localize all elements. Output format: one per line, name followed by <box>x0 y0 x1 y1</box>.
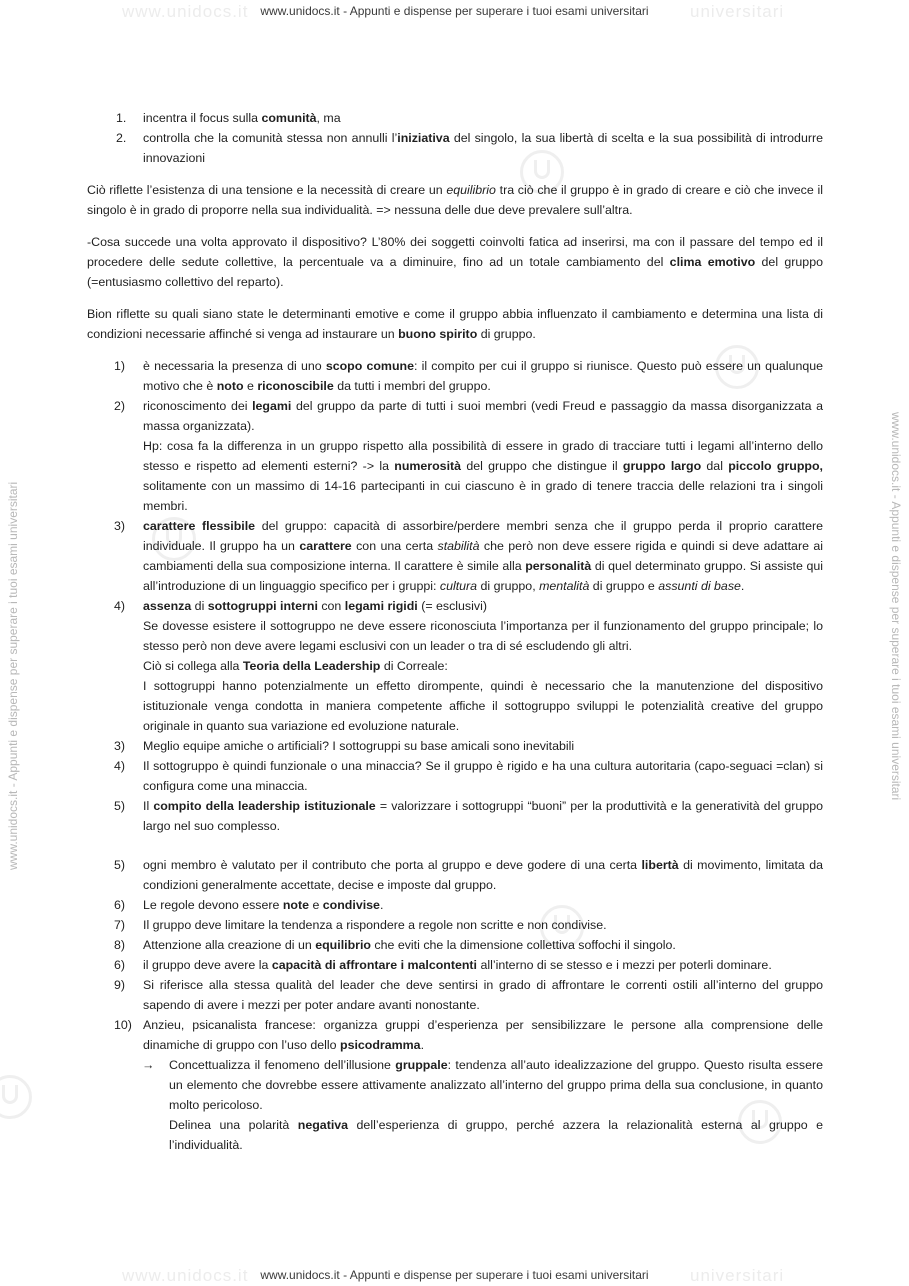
paragraph: Bion riflette su quali siano state le determinanti emotive e come il gruppo abbia influenzato il cambiamento e determina una lista di condizioni necessarie affinché si venga ad instaurare un buono spirito di gruppo. <box>87 307 823 341</box>
arrow-list-item-continuation: Delinea una polarità negativa dell’esperienza di gruppo, perché azzera la relazionalità esterna al gruppo e l’individualità. <box>169 1118 823 1152</box>
paragraph: -Cosa succede una volta approvato il dispositivo? L’80% dei soggetti coinvolti fatica ad inserirsi, ma con il passare del tempo ed il procedere delle sedute collettive, la percentuale va a diminuire, fino ad un totale cambiamento del clima emotivo del gruppo (=entusiasmo collettivo del reparto). <box>87 235 823 289</box>
list-item-continuation: Ciò si collega alla Teoria della Leadership di Correale: <box>143 659 448 673</box>
footer-ghost-watermark-right: universitari <box>690 1266 785 1285</box>
paragraph: Ciò riflette l’esistenza di una tensione e la necessità di creare un equilibrio tra ciò che il gruppo è in grado di creare e ciò che invece il singolo è in grado di proporre nella sua individualità. => nessuna delle due deve prevalere sull’altra. <box>87 183 823 217</box>
list-item: 7) Il gruppo deve limitare la tendenza a rispondere a regole non scritte e non condivise. <box>114 918 607 932</box>
conditions-list <box>87 356 823 1155</box>
list-item-continuation: Se dovesse esistere il sottogruppo ne deve essere riconosciuta l’importanza per il funzionamento del gruppo principale; lo stesso però non deve avere legami esclusivi con un leader o tra di sé escludendo gli altri. <box>143 619 823 653</box>
arrow-right-icon: → <box>142 1058 155 1072</box>
list-item: 2) riconoscimento dei legami del gruppo da parte di tutti i suoi membri (vedi Freud e passaggio da massa disorganizzata a massa organizzata). <box>114 399 823 433</box>
footer-ghost-watermark: www.unidocs.it <box>122 1266 249 1285</box>
spacer <box>87 836 823 855</box>
list-item: 6) il gruppo deve avere la capacità di affrontare i malcontenti all’interno di se stesso e i mezzi per poterli dominare. <box>114 958 772 972</box>
list-item: 5) ogni membro è valutato per il contributo che porta al gruppo e deve godere di una certa libertà di movimento, limitata da condizioni generalmente accettate, decise e imposte dal gruppo. <box>114 858 823 892</box>
list-item: 1. incentra il focus sulla comunità, ma <box>116 111 341 125</box>
list-item: 9) Si riferisce alla stessa qualità del leader che deve sentirsi in grado di affrontare le correnti ostili all’interno del gruppo sapendo di avere i mezzi per poter andare avanti nonostante. <box>114 978 823 1012</box>
watermark-logo-icon <box>0 1075 32 1119</box>
list-item: 3) Meglio equipe amiche o artificiali? I sottogruppi su base amicali sono inevitabili <box>114 739 575 753</box>
list-item: 10) Anzieu, psicanalista francese: organizza gruppi d’esperienza per sensibilizzare le persone alla comprensione delle dinamiche di gruppo con l’uso dello psicodramma. <box>114 1018 823 1052</box>
side-watermark-right: www.unidocs.it - Appunti e dispense per superare i tuoi esami universitari <box>889 412 903 801</box>
list-item: 4) assenza di sottogruppi interni con legami rigidi (= esclusivi) <box>114 599 487 613</box>
list-item-continuation: I sottogruppi hanno potenzialmente un effetto dirompente, quindi è necessario che la manutenzione del dispositivo istituzionale venga condotta in maniera competente affiche il sottogruppo sviluppi le potenzialità creative del gruppo originale in quanto sua variazione ed evoluzione naturale. <box>143 679 823 733</box>
header-ghost-watermark: www.unidocs.it <box>122 2 249 21</box>
list-item: 3) carattere flessibile del gruppo: capacità di assorbire/perdere membri senza che il gruppo perda il proprio carattere individuale. Il gruppo ha un carattere con una certa stabilità che però non deve essere rigida e quindi si deve adattare ai cambiamenti della sua composizione interna. Il carattere è simile alla personalità di quel determinato gruppo. Si assiste qui all’introduzione di un linguaggio specifico per i gruppi: cultura di gruppo, mentalità di gruppo e assunti di base. <box>114 519 824 593</box>
list-item: 4) Il sottogruppo è quindi funzionale o una minaccia? Se il gruppo è rigido e ha una cultura autoritaria (capo-seguaci =clan) si configura come una minaccia. <box>114 759 823 793</box>
header-ghost-watermark-right: universitari <box>690 2 785 21</box>
arrow-list-item: → Concettualizza il fenomeno dell’illusione gruppale: tendenza all’auto idealizzazione del gruppo. Questo risulta essere un elemento che dovrebbe essere attivamente analizzato all’interno del gruppo prima della sua conclusione, in quanto molto pericoloso. <box>87 1055 823 1115</box>
side-watermark-left: www.unidocs.it - Appunti e dispense per superare i tuoi esami universitari <box>6 481 20 870</box>
page-footer: www.unidocs.it - Appunti e dispense per superare i tuoi esami universitari <box>260 1268 649 1282</box>
document-body <box>87 108 823 1155</box>
list-item: 2. controlla che la comunità stessa non annulli l’iniziativa del singolo, la sua libertà di scelta e la sua possibilità di introdurre innovazioni <box>116 131 823 165</box>
numbered-list <box>87 108 823 168</box>
list-item: 8) Attenzione alla creazione di un equilibrio che eviti che la dimensione collettiva soffochi il singolo. <box>114 938 676 952</box>
list-item-continuation: Hp: cosa fa la differenza in un gruppo rispetto alla possibilità di essere in grado di tracciare tutti i legami all’interno dello stesso e rispetto ad elementi esterni? -> la numerosità del gruppo che distingue il gruppo largo dal piccolo gruppo, solitamente con un massimo di 14-16 partecipanti in cui ciascuno è in grado di tenere traccia delle relazioni tra i singoli membri. <box>143 439 823 513</box>
page-header: www.unidocs.it - Appunti e dispense per superare i tuoi esami universitari <box>260 4 649 18</box>
list-item: 1) è necessaria la presenza di uno scopo comune: il compito per cui il gruppo si riunisce. Questo può essere un qualunque motivo che è noto e riconoscibile da tutti i membri del gruppo. <box>114 359 824 393</box>
list-item: 5) Il compito della leadership istituzionale = valorizzare i sottogruppi “buoni” per la produttività e la generatività del gruppo largo nel suo complesso. <box>114 799 823 833</box>
list-item: 6) Le regole devono essere note e condivise. <box>114 898 384 912</box>
